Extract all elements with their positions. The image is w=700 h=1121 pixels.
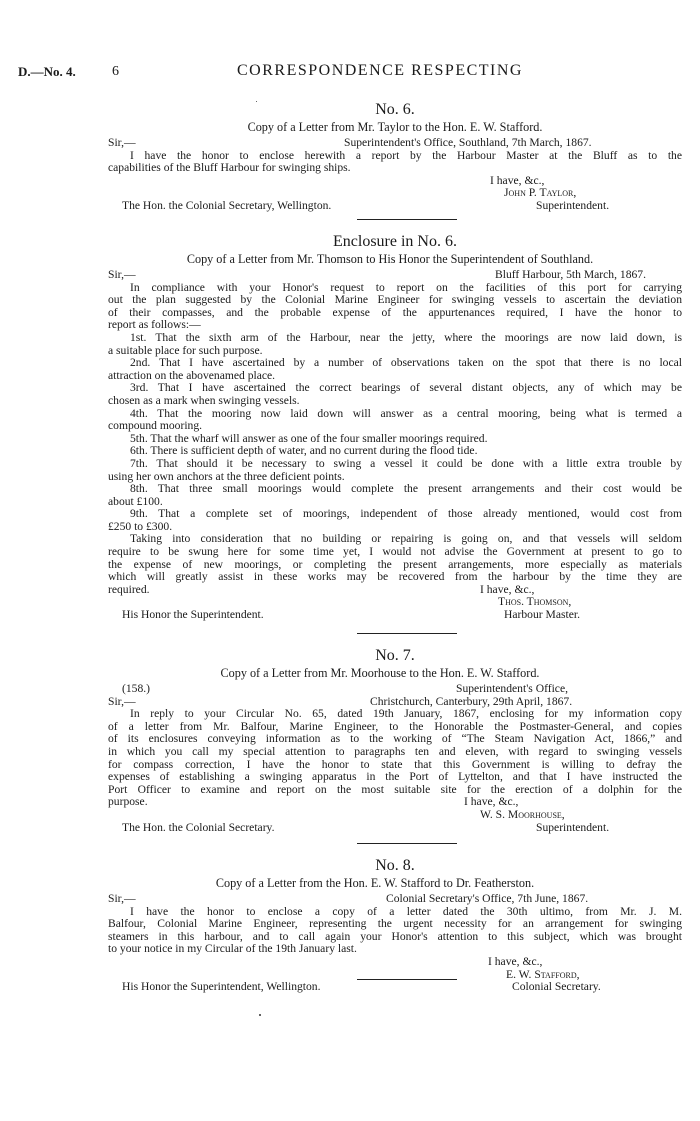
body-line <box>108 796 682 809</box>
sender-address: Superintendent's Office, Southland, 7th March, 1867. <box>344 136 592 149</box>
addressee: The Hon. the Colonial Secretary. <box>122 820 275 834</box>
letter-subtitle: Copy of a Letter from Mr. Moorhouse to the Hon. E. W. Stafford. <box>220 666 540 680</box>
salutation: Sir,— <box>108 136 136 149</box>
addressee-line <box>108 822 682 835</box>
body-text: purpose. <box>108 795 148 809</box>
print-speck <box>259 1014 261 1016</box>
body-line: I have the honor to enclose a copy of a letter dated the 30th ultimo, from Mr. J. M. <box>130 904 682 918</box>
addressee-line <box>108 609 682 622</box>
closing: I have, &c., <box>480 582 535 596</box>
body-line: capabilities of the Bluff Harbour for swinging ships. <box>108 161 351 175</box>
body-line: In reply to your Circular No. 65, dated 19th January, 1867, enclosing for my information copy <box>130 707 682 721</box>
body-line: 6th. There is sufficient depth of water, and no current during the flood tide. <box>130 444 478 458</box>
letter-heading: No. 8. <box>375 857 415 874</box>
signer-title: Colonial Secretary. <box>512 980 601 994</box>
signer-title: Superintendent. <box>536 820 610 834</box>
letter-no-8 <box>108 856 682 994</box>
section-divider <box>357 219 457 220</box>
body-line: out the plan suggested by the Colonial Marine Engineer for swinging vessels to ascertain the deviation <box>108 293 682 307</box>
body-line: expenses of establishing a swinging apparatus in the Port of Lyttelton, and that I have instructed the <box>108 770 682 784</box>
body-line: 5th. That the wharf will answer as one of the four smaller moorings required. <box>130 431 488 445</box>
salutation: Sir,— <box>108 694 136 708</box>
sender-address: Colonial Secretary's Office, 7th June, 1867. <box>386 892 589 905</box>
body-line: compound mooring. <box>108 419 203 433</box>
letter-subtitle: Copy of a Letter from the Hon. E. W. Stafford to Dr. Featherston. <box>215 876 535 890</box>
body-line: Balfour, Colonial Marine Engineer, representing the urgent necessity for an arrangement for swinging <box>108 917 682 931</box>
salutation: Sir,— <box>108 268 136 281</box>
reference-line <box>108 683 682 696</box>
body-line: 9th. That a complete set of moorings, independent of those already mentioned, would cost from <box>130 507 682 521</box>
body-line: of its enclosures conveying information as to the working of “The Steam Navigation Act, 1866,” and <box>108 732 682 746</box>
salutation: Sir,— <box>108 892 136 905</box>
body-line <box>108 584 682 597</box>
letter-subtitle: Copy of a Letter from Mr. Taylor to the Hon. E. W. Stafford. <box>247 120 543 134</box>
signer-line <box>108 809 682 822</box>
body-line: to your notice in my Circular of the 19th January last. <box>108 942 357 956</box>
body-line: 2nd. That I have ascertained by a number of observations taken on the spot that there is no local <box>130 356 682 370</box>
print-speck <box>256 101 257 102</box>
signer-name: John P. Taylor, <box>504 186 577 200</box>
body-line: 7th. That should it be necessary to swing a vessel it could be done with a little extra trouble by <box>130 456 682 470</box>
closing: I have, &c., <box>490 173 545 187</box>
body-line: chosen as a mark when swinging vessels. <box>108 393 300 407</box>
body-line: I have the honor to enclose herewith a report by the Harbour Master at the Bluff as to the <box>130 148 682 162</box>
body-line: steamers in this harbour, and to call again your Honor's attention to this subject, which was brought <box>108 929 682 943</box>
body-line: 4th. That the mooring now laid down will answer as a central mooring, being what is termed a <box>130 406 682 420</box>
enclosure-no-6 <box>108 232 682 622</box>
sender-address: Superintendent's Office, <box>456 682 568 695</box>
section-divider <box>357 843 457 844</box>
body-line: about £100. <box>108 494 163 508</box>
salutation-line <box>108 893 682 906</box>
circular-number: (158.) <box>122 682 151 695</box>
addressee: His Honor the Superintendent. <box>122 608 264 622</box>
body-line: a suitable place for such purpose. <box>108 343 263 357</box>
body-line: 8th. That three small moorings would complete the present arrangements and their cost would be <box>130 482 682 496</box>
letter-heading: Enclosure in No. 6. <box>333 233 457 250</box>
salutation-line <box>108 269 682 282</box>
signer-name: Thos. Thomson, <box>498 595 572 609</box>
salutation-line <box>108 137 682 150</box>
page-title: CORRESPONDENCE RESPECTING <box>237 62 523 79</box>
closing: I have, &c., <box>488 954 543 968</box>
closing-line <box>108 175 682 188</box>
section-divider <box>357 979 457 980</box>
signer-name: W. S. Moorhouse, <box>480 807 565 821</box>
letter-heading: No. 7. <box>375 647 415 664</box>
body-line: using her own anchors at the three deficient points. <box>108 469 345 483</box>
letter-no-6 <box>108 100 682 213</box>
body-line: attraction on the abovenamed place. <box>108 368 276 382</box>
addressee: The Hon. the Colonial Secretary, Wellington. <box>122 198 332 212</box>
letter-heading: No. 6. <box>375 101 415 118</box>
running-header <box>0 64 700 84</box>
signer-name: E. W. Stafford, <box>506 967 580 981</box>
signer-title: Harbour Master. <box>504 608 580 622</box>
section-divider <box>357 633 457 634</box>
body-line: £250 to £300. <box>108 519 173 533</box>
body-line: for compass correction, I have the honor to state that this Government is willing to defray the <box>108 757 682 771</box>
body-line: the expense of new moorings, or completing the present arrangements, more especially as materials <box>108 557 682 571</box>
body-line: 1st. That the sixth arm of the Harbour, near the jetty, where the moorings are now laid down, is <box>130 330 682 344</box>
body-line: Port Officer to examine and report on the most suitable site for the erection of a dolphin for the <box>108 782 682 796</box>
body-text: required. <box>108 582 150 596</box>
addressee-line <box>108 981 682 994</box>
sender-address: Christchurch, Canterbury, 29th April, 1867. <box>370 694 573 708</box>
body-line: In compliance with your Honor's request to report on the facilities of this port for carrying <box>130 280 682 294</box>
body-line: report as follows:— <box>108 318 201 332</box>
body-line: of a letter from Mr. Balfour, Marine Engineer, to the Honorable the Postmaster-General, and copies <box>108 719 682 733</box>
letter-subtitle: Copy of a Letter from Mr. Thomson to His Honor the Superintendent of Southland. <box>186 252 594 266</box>
body-line: of their compasses, and the probable expense of the appurtenances required, I have the honor to <box>108 305 682 319</box>
document-reference: D.—No. 4. <box>18 64 76 79</box>
closing: I have, &c., <box>464 795 519 809</box>
signer-title: Superintendent. <box>536 198 610 212</box>
letter-no-7 <box>108 646 682 834</box>
addressee: His Honor the Superintendent, Wellington. <box>122 980 321 994</box>
body-line: in which you call my special attention to paragraphs ten and eleven, with regard to swinging vessels <box>108 744 682 758</box>
addressee-line <box>108 200 682 213</box>
body-line: require to be swung here for some time yet, I would not advise the Government at present to go to <box>108 545 682 559</box>
body-line: 3rd. That I have ascertained the correct bearings of several distant objects, any of which may be <box>130 381 682 395</box>
sender-address: Bluff Harbour, 5th March, 1867. <box>495 268 646 281</box>
body-line: Taking into consideration that no building or repairing is going on, and that vessels will seldom <box>130 532 682 546</box>
closing-line <box>108 956 682 969</box>
page-number: 6 <box>112 64 119 79</box>
body-line: which will greatly assist in these works may be recovered from the harbour by the time they are <box>108 570 682 584</box>
